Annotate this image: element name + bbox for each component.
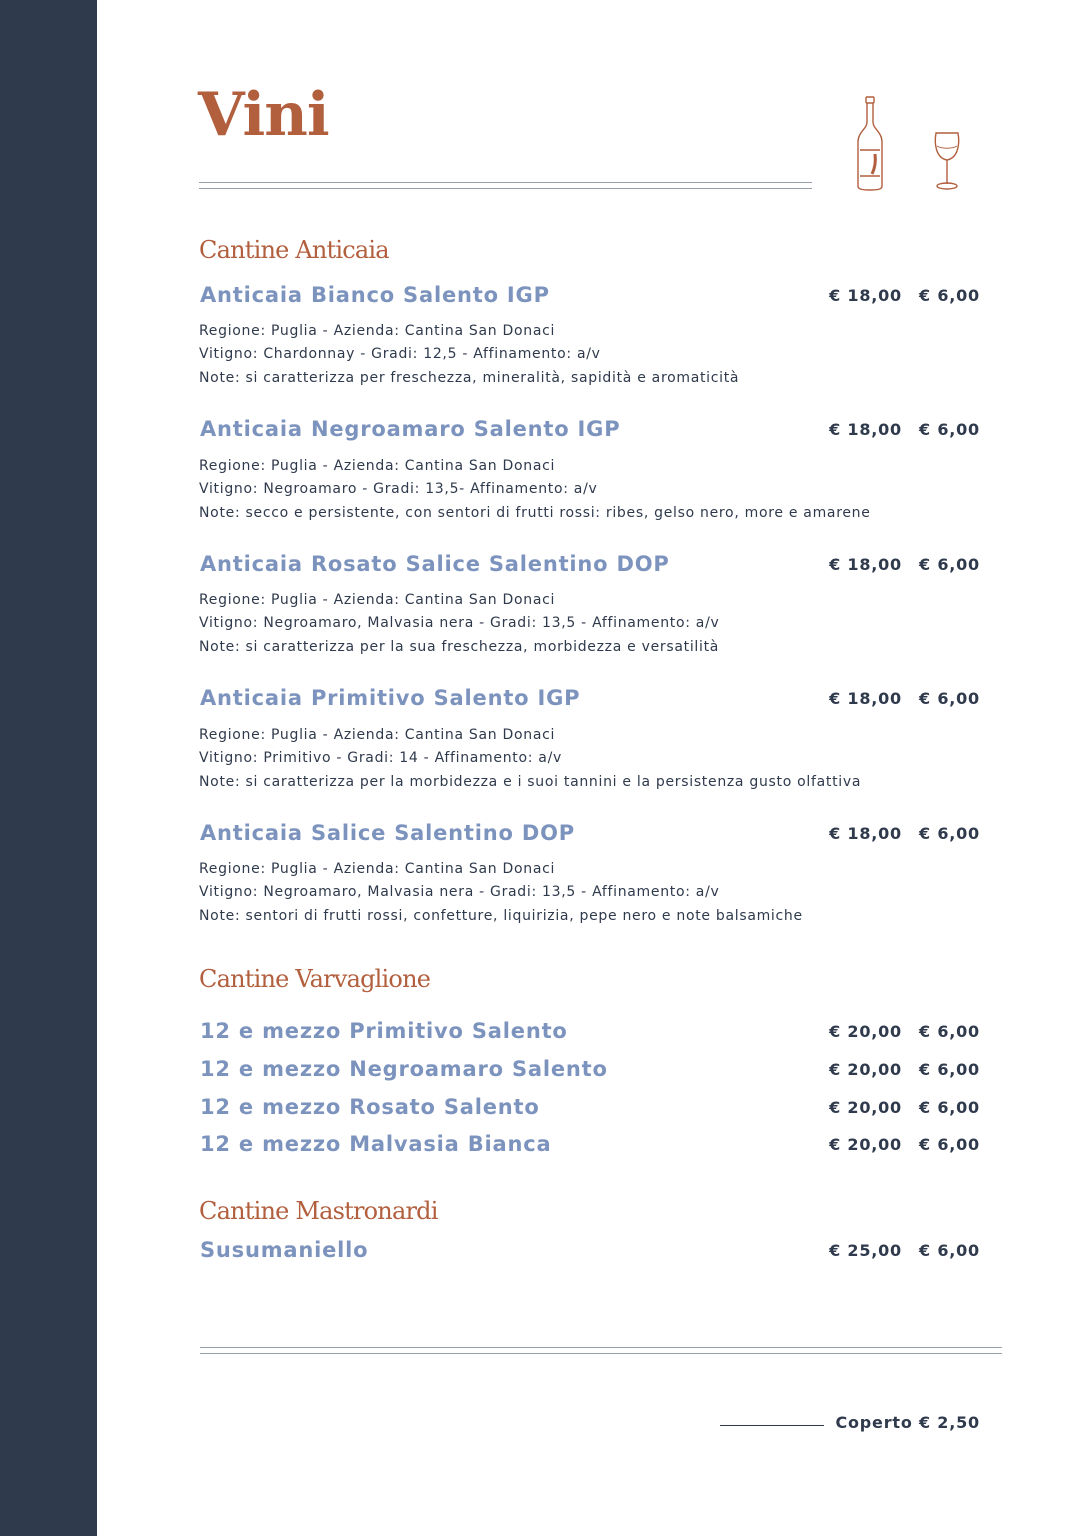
coperto-price: Coperto € 2,50 (835, 1413, 980, 1432)
wine-description (199, 724, 861, 794)
price-bottle: € 18,00 (829, 555, 902, 574)
section-title-varvaglione: Cantine Varvaglione (199, 965, 431, 993)
price-bottle: € 20,00 (829, 1060, 902, 1079)
price-bottle: € 20,00 (829, 1022, 902, 1041)
price-glass: € 6,00 (919, 1022, 980, 1041)
desc-line: Note: secco e persistente, con sentori di frutti rossi: ribes, gelso nero, more e amarene (199, 504, 871, 521)
price-bottle: € 20,00 (829, 1098, 902, 1117)
price-bottle: € 18,00 (829, 420, 902, 439)
price-glass: € 6,00 (919, 420, 980, 439)
footer-rule (720, 1425, 824, 1426)
wine-description (199, 320, 739, 390)
desc-line: Vitigno: Negroamaro - Gradi: 13,5- Affinamento: a/v (199, 481, 598, 498)
wine-name: 12 e mezzo Primitivo Salento (200, 1019, 568, 1043)
price-bottle: € 18,00 (829, 689, 902, 708)
wine-name: Anticaia Salice Salentino DOP (200, 821, 575, 845)
header-divider (199, 182, 812, 189)
desc-line: Vitigno: Chardonnay - Gradi: 12,5 - Affinamento: a/v (199, 346, 601, 363)
sidebar-band (0, 0, 97, 1536)
header-icons (852, 96, 982, 200)
wine-name: Anticaia Bianco Salento IGP (200, 283, 550, 307)
wine-name: Anticaia Rosato Salice Salentino DOP (200, 552, 670, 576)
desc-line: Regione: Puglia - Azienda: Cantina San Donaci (199, 861, 556, 877)
price-bottle: € 18,00 (829, 286, 902, 305)
wine-glass-icon (935, 133, 958, 189)
wine-description (199, 455, 871, 525)
desc-line: Regione: Puglia - Azienda: Cantina San Donaci (199, 592, 556, 608)
section-title-anticaia: Cantine Anticaia (199, 236, 389, 264)
price-glass: € 6,00 (919, 1060, 980, 1079)
price-glass: € 6,00 (919, 1135, 980, 1154)
price-bottle: € 18,00 (829, 824, 902, 843)
wine-name: Susumaniello (200, 1238, 369, 1262)
wine-name: 12 e mezzo Malvasia Bianca (200, 1132, 552, 1156)
desc-line: Regione: Puglia - Azienda: Cantina San Donaci (199, 323, 556, 339)
wine-description (199, 858, 803, 928)
price-bottle: € 20,00 (829, 1135, 902, 1154)
price-glass: € 6,00 (919, 1241, 980, 1260)
desc-line: Note: si caratterizza per la sua freschezza, morbidezza e versatilità (199, 638, 720, 655)
price-bottle: € 25,00 (829, 1241, 902, 1260)
desc-line: Note: sentori di frutti rossi, confetture, liquirizia, pepe nero e note balsamiche (199, 907, 803, 924)
wine-name: 12 e mezzo Rosato Salento (200, 1095, 540, 1119)
wine-bottle-icon (858, 97, 882, 190)
footer-divider (200, 1347, 1002, 1354)
desc-line: Vitigno: Negroamaro, Malvasia nera - Gradi: 13,5 - Affinamento: a/v (199, 615, 720, 632)
wine-name: 12 e mezzo Negroamaro Salento (200, 1057, 608, 1081)
price-glass: € 6,00 (919, 555, 980, 574)
price-glass: € 6,00 (919, 1098, 980, 1117)
price-glass: € 6,00 (919, 824, 980, 843)
price-glass: € 6,00 (919, 286, 980, 305)
wine-name: Anticaia Negroamaro Salento IGP (200, 417, 621, 441)
desc-line: Vitigno: Negroamaro, Malvasia nera - Gradi: 13,5 - Affinamento: a/v (199, 884, 720, 901)
wine-name: Anticaia Primitivo Salento IGP (200, 686, 581, 710)
section-title-mastronardi: Cantine Mastronardi (199, 1197, 438, 1225)
desc-line: Note: si caratterizza per freschezza, mineralità, sapidità e aromaticità (199, 369, 740, 386)
wine-description (199, 589, 719, 659)
desc-line: Regione: Puglia - Azienda: Cantina San Donaci (199, 458, 556, 474)
price-glass: € 6,00 (919, 689, 980, 708)
page-title: Vini (198, 80, 329, 150)
desc-line: Note: si caratterizza per la morbidezza e i suoi tannini e la persistenza gusto olfattiva (199, 773, 862, 790)
desc-line: Regione: Puglia - Azienda: Cantina San Donaci (199, 727, 556, 743)
desc-line: Vitigno: Primitivo - Gradi: 14 - Affinamento: a/v (199, 750, 562, 767)
